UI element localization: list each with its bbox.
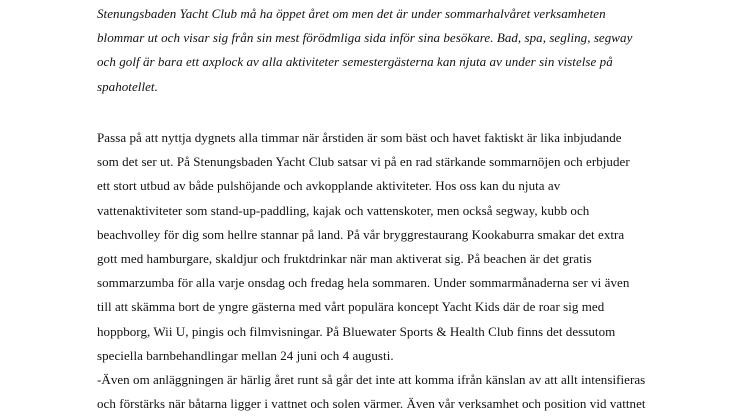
- body-line: Passa på att nyttja dygnets alla timmar när årstiden är som bäst och havet faktiskt är lika inbjudande: [97, 130, 622, 145]
- body-line: ett stort utbud av både pulshöjande och avkopplande aktiviteter. Hos oss kan du njuta av: [97, 178, 561, 194]
- body-line: vattenaktiviteter som stand-up-paddling, kajak och vattenskoter, men också segway, kubb och: [97, 202, 590, 218]
- intro-line: Stenungsbaden Yacht Club må ha öppet året om men det är under sommarhalvåret verksamheten: [97, 6, 606, 21]
- intro-line: och golf är bara ett axplock av alla aktiviteter semestergästerna kan njuta av under sin vistelse på: [97, 54, 613, 70]
- body-line: sommarzumba för alla varje onsdag och fredag hela sommaren. Under sommarmånaderna ser vi även: [97, 275, 630, 291]
- body-line: och förstärks när båtarna ligger i vattnet och solen värmer. Även vår verksamhet och position vid vattnet: [97, 396, 646, 412]
- body-line: -Även om anläggningen är härlig året runt så går det inte att komma ifrån känslan av att allt intensifieras: [97, 372, 646, 388]
- intro-line: spahotellet.: [97, 78, 158, 94]
- body-line: hoppborg, Wii U, pingis och filmvisningar. På Bluewater Sports & Health Club finns det dessutom: [97, 323, 616, 339]
- body-paragraph: [97, 126, 737, 416]
- body-line: som det ser ut. På Stenungsbaden Yacht Club satsar vi på en rad stärkande sommarnöjen och erbjuder: [97, 154, 630, 170]
- body-line: beachvolley för dig som hellre stannar på land. På vår bryggrestaurang Kookaburra smakar det extra: [97, 226, 625, 242]
- body-line: gott med hamburgare, skaldjur och fruktdrinkar när man aktiverat sig. På beachen är det gratis: [97, 251, 592, 267]
- body-line: speciella barnbehandlingar mellan 24 juni och 4 augusti.: [97, 347, 394, 363]
- body-line: till att skämma bort de yngre gästerna med vårt populära koncept Yacht Kids där de roar sig med: [97, 299, 605, 315]
- intro-paragraph: [97, 2, 737, 99]
- intro-line: blommar ut och visar sig från sin mest förödmliga sida inför sina besökare. Bad, spa, segling, segway: [97, 30, 633, 46]
